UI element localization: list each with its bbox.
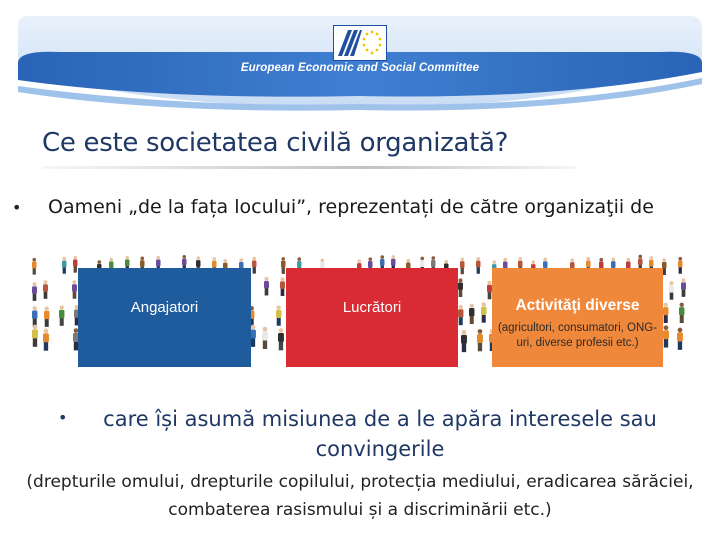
person-figure (32, 306, 37, 326)
category-box-employers (78, 268, 251, 367)
person-figure (461, 330, 467, 352)
person-figure (72, 280, 77, 299)
person-figure (32, 325, 38, 347)
bullet-text-2: care își asumă misiunea de a le apăra interesele sau convingerile (103, 407, 657, 461)
person-figure (280, 277, 285, 296)
person-figure (262, 327, 268, 349)
category-label-various: Activităţi diverse (515, 297, 640, 314)
person-figure (59, 305, 64, 325)
person-figure (476, 257, 481, 274)
category-description-various: (agricultori, consumatori, ONG-uri, diverse profesii etc.) (497, 322, 658, 349)
person-figure (62, 257, 67, 274)
person-figure (477, 329, 483, 351)
person-figure (678, 257, 683, 274)
person-figure (44, 306, 49, 326)
person-figure (276, 305, 281, 325)
bullet-marker: • (12, 198, 22, 217)
person-figure (32, 282, 37, 301)
person-figure (677, 328, 683, 350)
organization-name: European Economic and Social Committee (240, 62, 480, 74)
slide-title: Ce este societatea civilă organizată? (42, 128, 509, 158)
person-figure (469, 304, 474, 324)
person-figure (458, 278, 463, 297)
bullet-marker-2: • (58, 408, 68, 427)
person-figure (481, 302, 486, 322)
bullet-text-1: Oameni „de la fața locului”, reprezentați de către organizaţii de (48, 196, 654, 218)
person-figure (32, 258, 37, 275)
person-figure (252, 257, 257, 274)
person-figure (669, 281, 674, 300)
eesc-logo-icon (334, 26, 386, 60)
eesc-logo (333, 25, 387, 61)
category-box-workers (286, 268, 458, 367)
person-figure (681, 278, 686, 297)
examples-text: (drepturile omului, drepturile copilului, protecția mediului, eradicarea sărăciei, combaterea rasismului și a discriminării etc.) (26, 472, 694, 520)
person-figure (264, 277, 269, 296)
person-figure (281, 257, 286, 274)
person-figure (43, 280, 48, 299)
title-underline (42, 166, 577, 169)
person-figure (73, 256, 78, 273)
person-figure (43, 329, 49, 351)
category-label-employers: Angajatori (130, 299, 199, 316)
person-figure (460, 257, 465, 274)
person-figure (278, 328, 284, 350)
person-figure (663, 325, 669, 347)
person-figure (679, 303, 684, 323)
category-label-workers: Lucrători (342, 299, 402, 316)
category-box-various (492, 268, 663, 367)
person-figure (458, 305, 463, 325)
person-figure (663, 303, 668, 323)
